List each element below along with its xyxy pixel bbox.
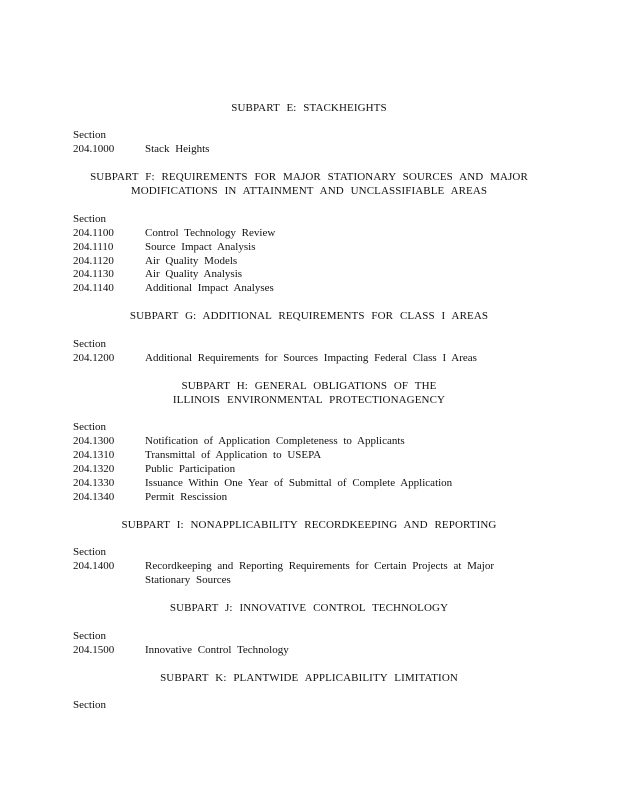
section-title: Source Impact Analysis — [145, 241, 256, 253]
section-number: 204.1100 — [73, 227, 114, 239]
list-item — [73, 142, 573, 156]
list-item — [73, 448, 573, 462]
subpart-h-heading — [0, 379, 618, 407]
section-label: Section — [73, 338, 106, 350]
section-title-continued: Stationary Sources — [145, 574, 231, 586]
section-number: 204.1110 — [73, 241, 114, 253]
section-title: Additional Impact Analyses — [145, 282, 274, 294]
section-label: Section — [73, 630, 106, 642]
subpart-f-heading — [0, 170, 618, 198]
section-title: Air Quality Models — [145, 255, 238, 267]
heading-line: SUBPART G: ADDITIONAL REQUIREMENTS FOR CLASS I AREAS — [129, 310, 489, 322]
section-title: Additional Requirements for Sources Impacting Federal Class I Areas — [145, 352, 477, 364]
section-label: Section — [73, 421, 106, 433]
section-title: Innovative Control Technology — [145, 644, 289, 656]
section-number: 204.1300 — [73, 435, 115, 447]
section-number: 204.1130 — [73, 268, 114, 280]
list-item — [73, 254, 573, 268]
section-title: Permit Rescission — [145, 491, 228, 503]
heading-line: SUBPART I: NONAPPLICABILITY RECORDKEEPING AND REPORTING — [121, 519, 497, 531]
section-label: Section — [73, 699, 106, 711]
section-number: 204.1310 — [73, 449, 115, 461]
section-number: 204.1140 — [73, 282, 114, 294]
list-item — [73, 281, 573, 295]
section-title: Recordkeeping and Reporting Requirements for Certain Projects at Major — [145, 560, 495, 572]
subpart-g-heading — [0, 309, 618, 323]
subpart-k-heading — [0, 671, 618, 685]
heading-line: SUBPART H: GENERAL OBLIGATIONS OF THE — [181, 380, 437, 392]
list-item — [73, 559, 573, 573]
section-title: Notification of Application Completeness to Applicants — [145, 435, 405, 447]
list-item — [73, 643, 573, 657]
list-item — [73, 351, 573, 365]
heading-line: SUBPART E: STACKHEIGHTS — [231, 102, 387, 114]
section-label: Section — [73, 129, 106, 141]
heading-line: MODIFICATIONS IN ATTAINMENT AND UNCLASSIFIABLE AREAS — [130, 185, 488, 197]
heading-line: ILLINOIS ENVIRONMENTAL PROTECTIONAGENCY — [172, 394, 446, 406]
section-title: Transmittal of Application to USEPA — [145, 449, 322, 461]
section-number: 204.1120 — [73, 255, 114, 267]
section-number: 204.1320 — [73, 463, 115, 475]
subpart-j-heading — [0, 601, 618, 615]
section-number: 204.1000 — [73, 143, 115, 155]
section-label: Section — [73, 546, 106, 558]
section-number: 204.1340 — [73, 491, 115, 503]
heading-line: SUBPART J: INNOVATIVE CONTROL TECHNOLOGY — [169, 602, 449, 614]
section-label: Section — [73, 213, 106, 225]
list-item — [73, 267, 573, 281]
list-item — [73, 462, 573, 476]
list-item — [73, 490, 573, 504]
section-number: 204.1200 — [73, 352, 115, 364]
subpart-e-heading — [0, 101, 618, 115]
section-title: Issuance Within One Year of Submittal of Complete Application — [145, 477, 453, 489]
list-item — [73, 476, 573, 490]
list-item — [73, 434, 573, 448]
section-title: Air Quality Analysis — [145, 268, 243, 280]
heading-line: SUBPART F: REQUIREMENTS FOR MAJOR STATIONARY SOURCES AND MAJOR — [90, 171, 528, 183]
heading-line: SUBPART K: PLANTWIDE APPLICABILITY LIMITATION — [160, 672, 458, 684]
section-title: Control Technology Review — [145, 227, 276, 239]
section-title: Public Participation — [145, 463, 236, 475]
list-item — [73, 240, 573, 254]
section-number: 204.1330 — [73, 477, 115, 489]
section-title: Stack Heights — [145, 143, 210, 155]
section-number: 204.1500 — [73, 644, 115, 656]
subpart-i-heading — [0, 518, 618, 532]
section-number: 204.1400 — [73, 560, 115, 572]
list-item — [73, 226, 573, 240]
